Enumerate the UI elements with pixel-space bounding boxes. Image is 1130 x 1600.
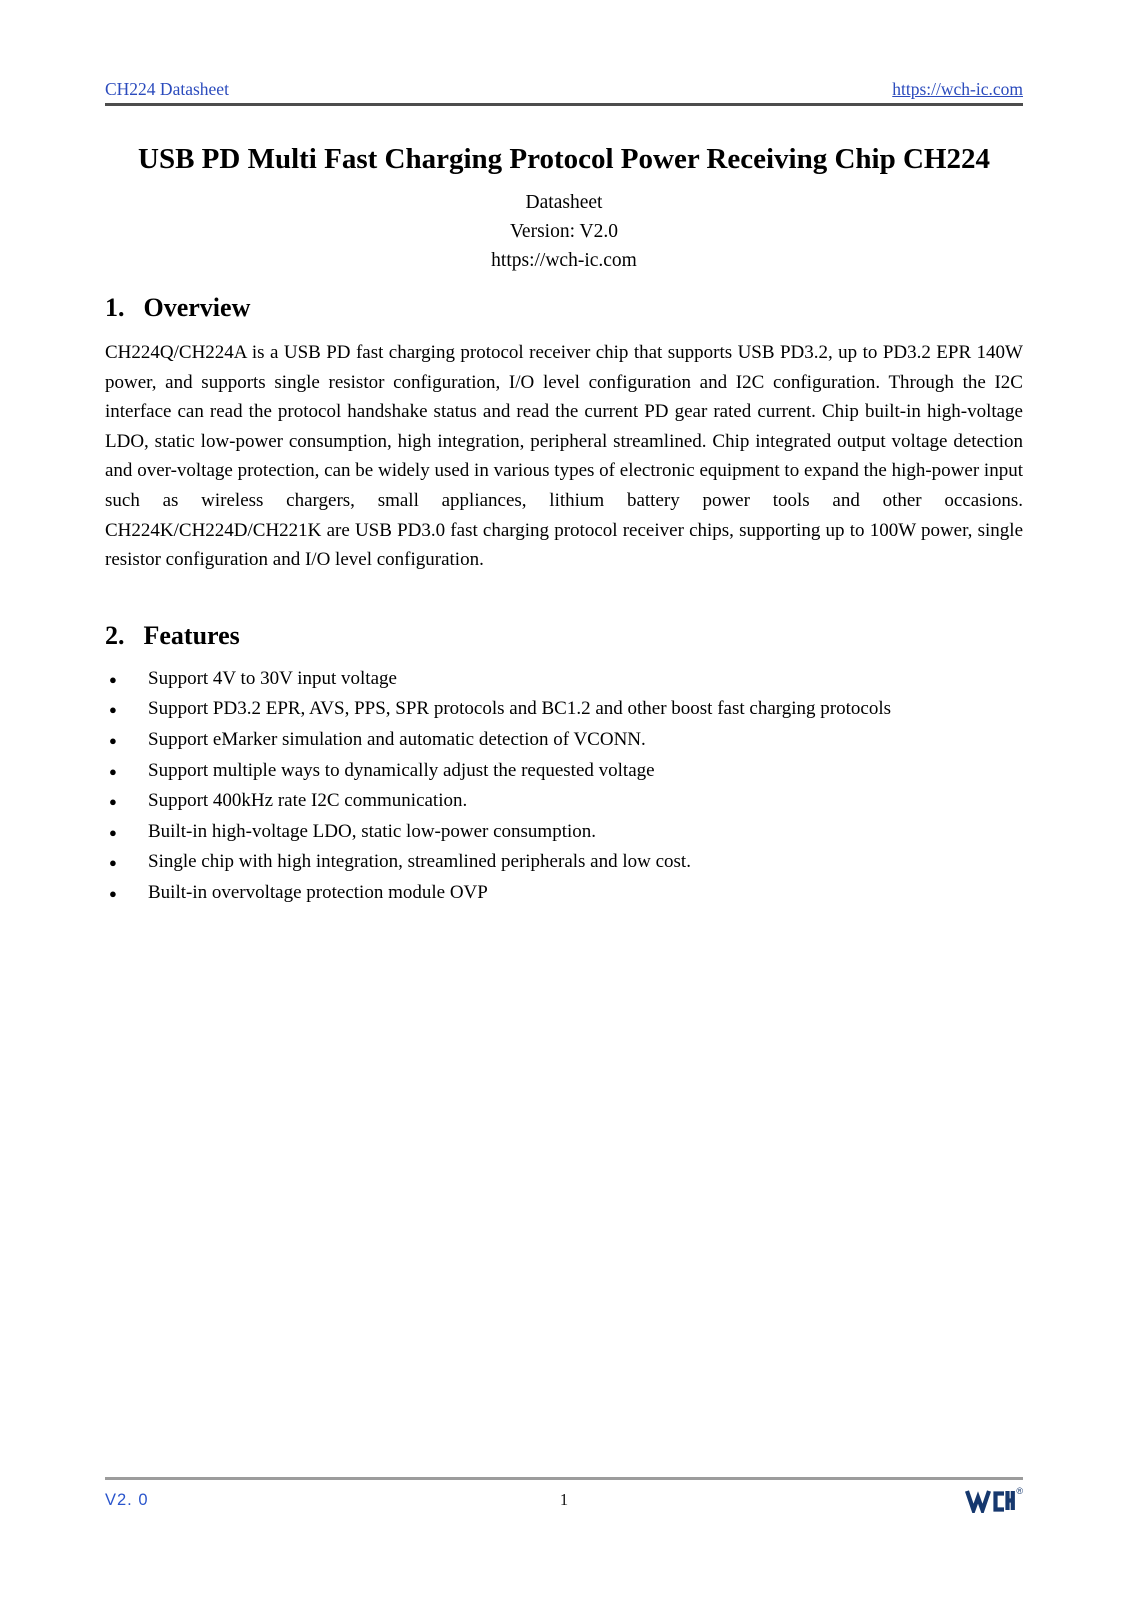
feature-item xyxy=(105,786,1023,817)
header-site-link[interactable]: https://wch-ic.com xyxy=(892,79,1023,99)
section-number-features: 2. xyxy=(105,620,125,650)
subtitle-block xyxy=(105,188,1023,275)
bullet-icon: ● xyxy=(109,855,117,871)
subtitle-doc-type: Datasheet xyxy=(525,192,603,213)
feature-item xyxy=(105,664,1023,695)
registered-mark-icon: ® xyxy=(1016,1486,1023,1496)
section-number-overview: 1. xyxy=(105,293,125,322)
page-content xyxy=(105,0,1023,909)
subtitle-site-url: https://wch-ic.com xyxy=(491,250,637,271)
section-heading-features xyxy=(105,620,1023,651)
feature-item-text: Built-in overvoltage protection module OVP xyxy=(148,881,488,903)
feature-item xyxy=(105,756,1023,787)
feature-item xyxy=(105,817,1023,848)
feature-item-text: Support 4V to 30V input voltage xyxy=(148,667,397,689)
feature-item xyxy=(105,694,1023,725)
overview-paragraph: CH224Q/CH224A is a USB PD fast charging protocol receiver chip that supports USB PD3.2, up to PD3.2 EPR 140W power, and supports single resistor configuration, I/O level configuration and I2C configuration. Through the I2C interface can read the protocol handshake status and read the current PD gear rated current. Chip built-in high-voltage LDO, static low-power consumption, high integration, peripheral streamlined. Chip integrated output voltage detection and over-voltage protection, can be widely used in various types of electronic equipment to expand the high-power input such as wireless chargers, small appliances, lithium battery power tools and other occasions. CH224K/CH224D/CH221K are USB PD3.0 fast charging protocol receiver chips, supporting up to 100W power, single resistor configuration and I/O level configuration. xyxy=(105,342,1023,571)
feature-item-text: Support eMarker simulation and automatic detection of VCONN. xyxy=(148,728,646,750)
header-doc-title: CH224 Datasheet xyxy=(105,79,229,99)
feature-item xyxy=(105,725,1023,756)
feature-item-text: Support 400kHz rate I2C communication. xyxy=(148,790,468,812)
section-title-overview: Overview xyxy=(143,293,251,322)
bullet-icon: ● xyxy=(109,732,117,748)
feature-item-text: Single chip with high integration, streamlined peripherals and low cost. xyxy=(148,851,691,873)
bullet-icon: ● xyxy=(109,824,117,840)
feature-item-text: Support PD3.2 EPR, AVS, PPS, SPR protocols and BC1.2 and other boost fast charging protocols xyxy=(148,698,891,720)
bullet-icon: ● xyxy=(109,885,117,901)
wch-logo xyxy=(965,1487,1023,1513)
footer-page-number: 1 xyxy=(559,1490,569,1509)
section-heading-overview xyxy=(105,292,1023,323)
feature-item xyxy=(105,878,1023,909)
features-list xyxy=(105,664,1023,909)
feature-item-text: Support multiple ways to dynamically adjust the requested voltage xyxy=(148,759,655,781)
page-footer xyxy=(105,1477,1023,1513)
bullet-icon: ● xyxy=(109,794,117,810)
subtitle-version: Version: V2.0 xyxy=(510,221,618,242)
wch-logo-icon xyxy=(965,1487,1015,1513)
footer-logo-area xyxy=(717,1487,1023,1513)
feature-item-text: Built-in high-voltage LDO, static low-power consumption. xyxy=(148,820,597,842)
feature-item xyxy=(105,847,1023,878)
bullet-icon: ● xyxy=(109,671,117,687)
footer-version: V2. 0 xyxy=(105,1490,149,1509)
page-header xyxy=(105,0,1023,106)
bullet-icon: ● xyxy=(109,702,117,718)
section-title-features: Features xyxy=(143,620,240,650)
page-title: USB PD Multi Fast Charging Protocol Power Receiving Chip CH224 xyxy=(138,143,990,175)
bullet-icon: ● xyxy=(109,763,117,779)
